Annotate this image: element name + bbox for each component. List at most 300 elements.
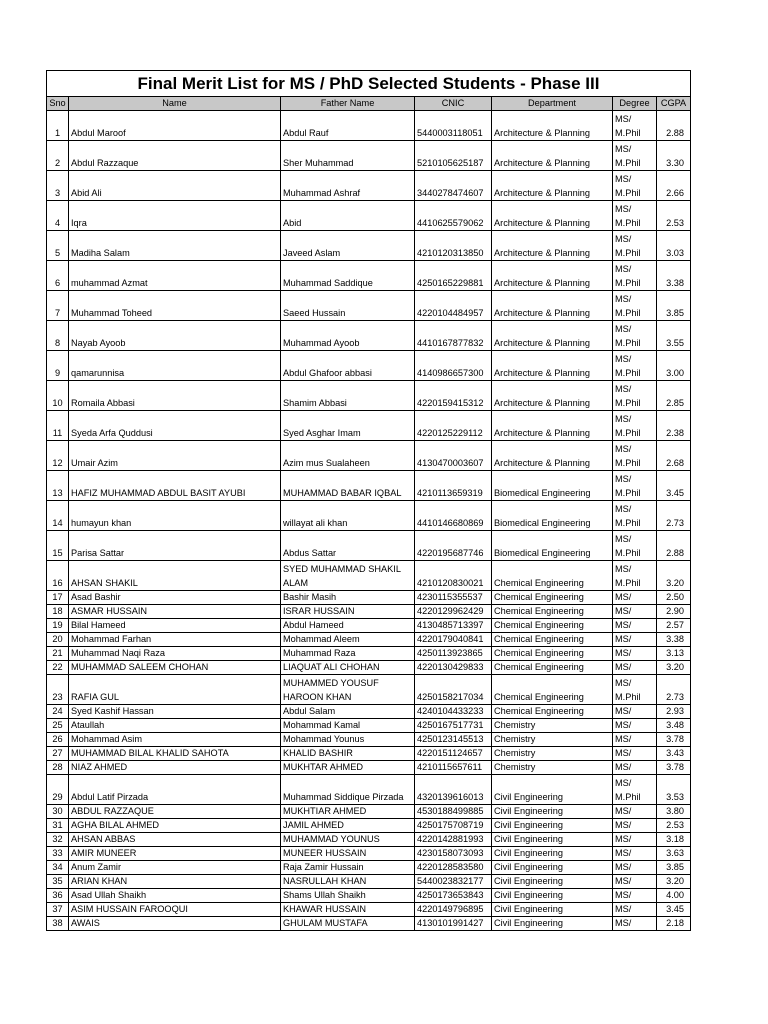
table-row [47, 705, 691, 719]
cell-degree: MS/ [613, 633, 657, 647]
cell-degree: MS/ [613, 917, 657, 931]
cell-sno: 18 [47, 605, 69, 619]
cell-department: Architecture & Planning [492, 141, 613, 171]
table-row [47, 761, 691, 775]
cell-name: Syed Kashif Hassan [69, 705, 281, 719]
cell-cgpa: 2.53 [657, 201, 691, 231]
cell-sno: 15 [47, 531, 69, 561]
cell-sno: 29 [47, 775, 69, 805]
cell-father-name: Abdul Hameed [281, 619, 415, 633]
cell-department: Civil Engineering [492, 819, 613, 833]
cell-name: muhammad Azmat [69, 261, 281, 291]
cell-department: Chemical Engineering [492, 619, 613, 633]
cell-department: Architecture & Planning [492, 381, 613, 411]
cell-cgpa: 2.73 [657, 675, 691, 705]
cell-cgpa: 3.85 [657, 861, 691, 875]
table-row [47, 833, 691, 847]
cell-father-name: JAMIL AHMED [281, 819, 415, 833]
cell-sno: 21 [47, 647, 69, 661]
table-row [47, 819, 691, 833]
table-row [47, 847, 691, 861]
cell-sno: 4 [47, 201, 69, 231]
cell-cgpa: 2.66 [657, 171, 691, 201]
cell-department: Chemical Engineering [492, 605, 613, 619]
cell-cgpa: 2.90 [657, 605, 691, 619]
cell-father-name: ISRAR HUSSAIN [281, 605, 415, 619]
table-body [47, 111, 691, 931]
cell-cnic: 4220149796895 [415, 903, 492, 917]
cell-sno: 38 [47, 917, 69, 931]
table-row [47, 633, 691, 647]
cell-cgpa: 3.18 [657, 833, 691, 847]
cell-sno: 23 [47, 675, 69, 705]
cell-degree: MS/ [613, 889, 657, 903]
cell-sno: 13 [47, 471, 69, 501]
cell-name: ABDUL RAZZAQUE [69, 805, 281, 819]
cell-cnic: 4230158073093 [415, 847, 492, 861]
cell-cgpa: 2.73 [657, 501, 691, 531]
cell-cnic: 4410167877832 [415, 321, 492, 351]
cell-sno: 16 [47, 561, 69, 591]
cell-degree: MS/ [613, 661, 657, 675]
cell-cgpa: 3.78 [657, 733, 691, 747]
cell-sno: 36 [47, 889, 69, 903]
column-header-cnic: CNIC [415, 97, 492, 111]
cell-department: Architecture & Planning [492, 351, 613, 381]
cell-degree: MS/ M.Phil [613, 231, 657, 261]
cell-sno: 10 [47, 381, 69, 411]
cell-cnic: 4250158217034 [415, 675, 492, 705]
cell-father-name: Mohammad Younus [281, 733, 415, 747]
cell-sno: 2 [47, 141, 69, 171]
cell-department: Architecture & Planning [492, 201, 613, 231]
cell-cgpa: 3.78 [657, 761, 691, 775]
cell-degree: MS/ [613, 605, 657, 619]
cell-department: Architecture & Planning [492, 111, 613, 141]
cell-father-name: KHALID BASHIR [281, 747, 415, 761]
cell-degree: MS/ [613, 847, 657, 861]
cell-department: Chemistry [492, 733, 613, 747]
cell-degree: MS/ M.Phil [613, 675, 657, 705]
cell-sno: 34 [47, 861, 69, 875]
cell-department: Biomedical Engineering [492, 531, 613, 561]
cell-name: Bilal Hameed [69, 619, 281, 633]
cell-cgpa: 2.68 [657, 441, 691, 471]
cell-degree: MS/ M.Phil [613, 531, 657, 561]
cell-degree: MS/ M.Phil [613, 471, 657, 501]
cell-cgpa: 3.30 [657, 141, 691, 171]
cell-department: Chemical Engineering [492, 675, 613, 705]
cell-name: AWAIS [69, 917, 281, 931]
cell-cgpa: 3.38 [657, 633, 691, 647]
cell-name: ASIM HUSSAIN FAROOQUI [69, 903, 281, 917]
cell-sno: 1 [47, 111, 69, 141]
cell-name: Parisa Sattar [69, 531, 281, 561]
table-row [47, 861, 691, 875]
cell-sno: 28 [47, 761, 69, 775]
cell-name: RAFIA GUL [69, 675, 281, 705]
cell-name: Iqra [69, 201, 281, 231]
cell-cnic: 4410625579062 [415, 201, 492, 231]
table-row [47, 775, 691, 805]
cell-degree: MS/ [613, 819, 657, 833]
cell-degree: MS/ M.Phil [613, 111, 657, 141]
cell-sno: 26 [47, 733, 69, 747]
cell-name: Muhammad Naqi Raza [69, 647, 281, 661]
cell-cgpa: 2.50 [657, 591, 691, 605]
cell-father-name: Raja Zamir Hussain [281, 861, 415, 875]
cell-cnic: 4130101991427 [415, 917, 492, 931]
cell-father-name: Abdul Ghafoor abbasi [281, 351, 415, 381]
cell-sno: 20 [47, 633, 69, 647]
cell-department: Biomedical Engineering [492, 501, 613, 531]
cell-cgpa: 3.85 [657, 291, 691, 321]
cell-cgpa: 4.00 [657, 889, 691, 903]
cell-name: AHSAN SHAKIL [69, 561, 281, 591]
table-row [47, 719, 691, 733]
cell-father-name: Mohammad Kamal [281, 719, 415, 733]
cell-father-name: KHAWAR HUSSAIN [281, 903, 415, 917]
table-row [47, 201, 691, 231]
cell-degree: MS/ M.Phil [613, 561, 657, 591]
cell-cnic: 4210120830021 [415, 561, 492, 591]
cell-father-name: Mohammad Aleem [281, 633, 415, 647]
cell-department: Chemical Engineering [492, 591, 613, 605]
cell-name: MUHAMMAD BILAL KHALID SAHOTA [69, 747, 281, 761]
table-row [47, 441, 691, 471]
cell-cnic: 4220159415312 [415, 381, 492, 411]
cell-name: Asad Bashir [69, 591, 281, 605]
cell-father-name: Muhammad Ashraf [281, 171, 415, 201]
cell-cgpa: 3.03 [657, 231, 691, 261]
cell-department: Chemical Engineering [492, 705, 613, 719]
column-header-degree: Degree [613, 97, 657, 111]
cell-sno: 17 [47, 591, 69, 605]
cell-father-name: SYED MUHAMMAD SHAKIL ALAM [281, 561, 415, 591]
merit-list-sheet [46, 70, 690, 931]
table-row [47, 875, 691, 889]
cell-name: ARIAN KHAN [69, 875, 281, 889]
cell-father-name: NASRULLAH KHAN [281, 875, 415, 889]
cell-father-name: Abdus Sattar [281, 531, 415, 561]
cell-degree: MS/ [613, 705, 657, 719]
cell-department: Chemistry [492, 719, 613, 733]
cell-cgpa: 2.88 [657, 531, 691, 561]
cell-name: Asad Ullah Shaikh [69, 889, 281, 903]
cell-sno: 9 [47, 351, 69, 381]
column-header-cgpa: CGPA [657, 97, 691, 111]
cell-sno: 7 [47, 291, 69, 321]
cell-name: Romaila Abbasi [69, 381, 281, 411]
cell-sno: 24 [47, 705, 69, 719]
cell-name: ASMAR HUSSAIN [69, 605, 281, 619]
cell-degree: MS/ M.Phil [613, 411, 657, 441]
cell-department: Architecture & Planning [492, 231, 613, 261]
cell-father-name: Muhammad Saddique [281, 261, 415, 291]
cell-cgpa: 3.20 [657, 661, 691, 675]
cell-cnic: 4530188499885 [415, 805, 492, 819]
cell-degree: MS/ [613, 719, 657, 733]
cell-name: Mohammad Asim [69, 733, 281, 747]
cell-degree: MS/ M.Phil [613, 441, 657, 471]
cell-sno: 31 [47, 819, 69, 833]
cell-cnic: 4210120313850 [415, 231, 492, 261]
cell-cnic: 3440278474607 [415, 171, 492, 201]
table-row [47, 675, 691, 705]
cell-name: Madiha Salam [69, 231, 281, 261]
cell-degree: MS/ M.Phil [613, 381, 657, 411]
cell-name: Syeda Arfa Quddusi [69, 411, 281, 441]
cell-name: Anum Zamir [69, 861, 281, 875]
cell-cnic: 4250167517731 [415, 719, 492, 733]
cell-degree: MS/ [613, 761, 657, 775]
cell-degree: MS/ M.Phil [613, 201, 657, 231]
cell-cnic: 4220179040841 [415, 633, 492, 647]
cell-department: Civil Engineering [492, 861, 613, 875]
table-row [47, 141, 691, 171]
cell-department: Architecture & Planning [492, 171, 613, 201]
cell-department: Civil Engineering [492, 875, 613, 889]
cell-sno: 12 [47, 441, 69, 471]
table-row [47, 171, 691, 201]
cell-degree: MS/ [613, 833, 657, 847]
merit-list-table [46, 70, 691, 931]
cell-degree: MS/ [613, 647, 657, 661]
table-row [47, 561, 691, 591]
table-row [47, 291, 691, 321]
page-title: Final Merit List for MS / PhD Selected Students - Phase III [47, 71, 691, 97]
cell-degree: MS/ M.Phil [613, 261, 657, 291]
cell-department: Architecture & Planning [492, 261, 613, 291]
cell-cnic: 4130485713397 [415, 619, 492, 633]
cell-cgpa: 3.53 [657, 775, 691, 805]
cell-name: AHSAN ABBAS [69, 833, 281, 847]
cell-name: NIAZ AHMED [69, 761, 281, 775]
cell-department: Chemistry [492, 747, 613, 761]
column-header-row [47, 97, 691, 111]
cell-degree: MS/ [613, 747, 657, 761]
cell-degree: MS/ M.Phil [613, 321, 657, 351]
cell-department: Biomedical Engineering [492, 471, 613, 501]
cell-department: Civil Engineering [492, 889, 613, 903]
cell-cnic: 4230115355537 [415, 591, 492, 605]
cell-sno: 3 [47, 171, 69, 201]
cell-degree: MS/ [613, 591, 657, 605]
cell-cgpa: 3.43 [657, 747, 691, 761]
cell-father-name: Javeed Aslam [281, 231, 415, 261]
cell-cgpa: 3.48 [657, 719, 691, 733]
cell-cnic: 4210113659319 [415, 471, 492, 501]
cell-department: Chemistry [492, 761, 613, 775]
cell-name: Abdul Razzaque [69, 141, 281, 171]
cell-degree: MS/ [613, 903, 657, 917]
cell-sno: 19 [47, 619, 69, 633]
cell-sno: 32 [47, 833, 69, 847]
cell-father-name: MUHAMMAD YOUNUS [281, 833, 415, 847]
cell-cgpa: 3.45 [657, 471, 691, 501]
cell-degree: MS/ M.Phil [613, 141, 657, 171]
cell-cgpa: 3.13 [657, 647, 691, 661]
cell-sno: 37 [47, 903, 69, 917]
cell-name: HAFIZ MUHAMMAD ABDUL BASIT AYUBI [69, 471, 281, 501]
table-row [47, 747, 691, 761]
cell-cgpa: 2.57 [657, 619, 691, 633]
cell-father-name: Abid [281, 201, 415, 231]
cell-degree: MS/ [613, 733, 657, 747]
cell-cnic: 4250123145513 [415, 733, 492, 747]
cell-father-name: Muhammad Ayoob [281, 321, 415, 351]
table-row [47, 111, 691, 141]
cell-degree: MS/ [613, 805, 657, 819]
cell-department: Chemical Engineering [492, 561, 613, 591]
cell-sno: 25 [47, 719, 69, 733]
cell-cnic: 5440023832177 [415, 875, 492, 889]
cell-cnic: 4220104484957 [415, 291, 492, 321]
table-row [47, 591, 691, 605]
cell-cnic: 5440003118051 [415, 111, 492, 141]
table-row [47, 411, 691, 441]
cell-cgpa: 2.85 [657, 381, 691, 411]
cell-cnic: 4250113923865 [415, 647, 492, 661]
cell-cnic: 4320139616013 [415, 775, 492, 805]
cell-father-name: Azim mus Sualaheen [281, 441, 415, 471]
table-row [47, 889, 691, 903]
cell-name: Muhammad Toheed [69, 291, 281, 321]
cell-cnic: 4220151124657 [415, 747, 492, 761]
cell-name: Ataullah [69, 719, 281, 733]
cell-father-name: LIAQUAT ALI CHOHAN [281, 661, 415, 675]
cell-sno: 14 [47, 501, 69, 531]
cell-name: Mohammad Farhan [69, 633, 281, 647]
cell-department: Chemical Engineering [492, 647, 613, 661]
cell-degree: MS/ M.Phil [613, 351, 657, 381]
cell-sno: 27 [47, 747, 69, 761]
cell-degree: MS/ M.Phil [613, 775, 657, 805]
cell-degree: MS/ [613, 875, 657, 889]
cell-father-name: Shamim Abbasi [281, 381, 415, 411]
table-row [47, 733, 691, 747]
cell-name: humayun khan [69, 501, 281, 531]
table-row [47, 231, 691, 261]
cell-name: qamarunnisa [69, 351, 281, 381]
table-row [47, 661, 691, 675]
cell-degree: MS/ M.Phil [613, 171, 657, 201]
cell-cgpa: 3.45 [657, 903, 691, 917]
cell-department: Chemical Engineering [492, 661, 613, 675]
cell-department: Architecture & Planning [492, 411, 613, 441]
cell-father-name: Shams Ullah Shaikh [281, 889, 415, 903]
cell-cnic: 4220128583580 [415, 861, 492, 875]
cell-father-name: MUKHTAR AHMED [281, 761, 415, 775]
table-row [47, 805, 691, 819]
table-row [47, 381, 691, 411]
cell-cnic: 4140986657300 [415, 351, 492, 381]
table-row [47, 903, 691, 917]
table-row [47, 605, 691, 619]
cell-cnic: 5210105625187 [415, 141, 492, 171]
cell-name: Abid Ali [69, 171, 281, 201]
cell-name: AMIR MUNEER [69, 847, 281, 861]
cell-cgpa: 3.80 [657, 805, 691, 819]
cell-department: Architecture & Planning [492, 441, 613, 471]
cell-sno: 8 [47, 321, 69, 351]
cell-sno: 35 [47, 875, 69, 889]
cell-cnic: 4220125229112 [415, 411, 492, 441]
cell-sno: 5 [47, 231, 69, 261]
table-row [47, 471, 691, 501]
cell-department: Civil Engineering [492, 833, 613, 847]
cell-cgpa: 3.38 [657, 261, 691, 291]
cell-father-name: willayat ali khan [281, 501, 415, 531]
cell-father-name: Muhammad Siddique Pirzada [281, 775, 415, 805]
cell-father-name: Muhammad Raza [281, 647, 415, 661]
cell-father-name: GHULAM MUSTAFA [281, 917, 415, 931]
cell-sno: 11 [47, 411, 69, 441]
cell-name: Nayab Ayoob [69, 321, 281, 351]
cell-cgpa: 3.20 [657, 561, 691, 591]
cell-father-name: Bashir Masih [281, 591, 415, 605]
table-row [47, 647, 691, 661]
cell-cnic: 4250175708719 [415, 819, 492, 833]
cell-cnic: 4220130429833 [415, 661, 492, 675]
cell-department: Architecture & Planning [492, 321, 613, 351]
cell-sno: 33 [47, 847, 69, 861]
cell-cnic: 4130470003607 [415, 441, 492, 471]
cell-cnic: 4250165229881 [415, 261, 492, 291]
cell-father-name: MUNEER HUSSAIN [281, 847, 415, 861]
cell-name: Abdul Maroof [69, 111, 281, 141]
column-header-father-name: Father Name [281, 97, 415, 111]
cell-name: AGHA BILAL AHMED [69, 819, 281, 833]
cell-cgpa: 3.63 [657, 847, 691, 861]
cell-department: Civil Engineering [492, 903, 613, 917]
cell-cgpa: 2.93 [657, 705, 691, 719]
table-row [47, 351, 691, 381]
cell-cnic: 4220142881993 [415, 833, 492, 847]
cell-degree: MS/ M.Phil [613, 291, 657, 321]
table-row [47, 261, 691, 291]
cell-cgpa: 3.00 [657, 351, 691, 381]
cell-cgpa: 3.20 [657, 875, 691, 889]
cell-cnic: 4250173653843 [415, 889, 492, 903]
table-row [47, 619, 691, 633]
cell-father-name: Sher Muhammad [281, 141, 415, 171]
cell-name: Abdul Latif Pirzada [69, 775, 281, 805]
cell-degree: MS/ [613, 619, 657, 633]
cell-sno: 22 [47, 661, 69, 675]
table-row [47, 917, 691, 931]
cell-degree: MS/ M.Phil [613, 501, 657, 531]
cell-department: Chemical Engineering [492, 633, 613, 647]
table-row [47, 321, 691, 351]
cell-father-name: MUHAMMAD BABAR IQBAL [281, 471, 415, 501]
cell-father-name: Saeed Hussain [281, 291, 415, 321]
cell-father-name: Syed Asghar Imam [281, 411, 415, 441]
cell-cnic: 4410146680869 [415, 501, 492, 531]
cell-department: Civil Engineering [492, 775, 613, 805]
cell-cnic: 4220195687746 [415, 531, 492, 561]
cell-name: MUHAMMAD SALEEM CHOHAN [69, 661, 281, 675]
table-row [47, 501, 691, 531]
cell-cgpa: 3.55 [657, 321, 691, 351]
cell-cnic: 4240104433233 [415, 705, 492, 719]
cell-cgpa: 2.38 [657, 411, 691, 441]
cell-department: Civil Engineering [492, 847, 613, 861]
cell-sno: 6 [47, 261, 69, 291]
cell-department: Civil Engineering [492, 805, 613, 819]
cell-father-name: Abdul Rauf [281, 111, 415, 141]
cell-cnic: 4220129962429 [415, 605, 492, 619]
